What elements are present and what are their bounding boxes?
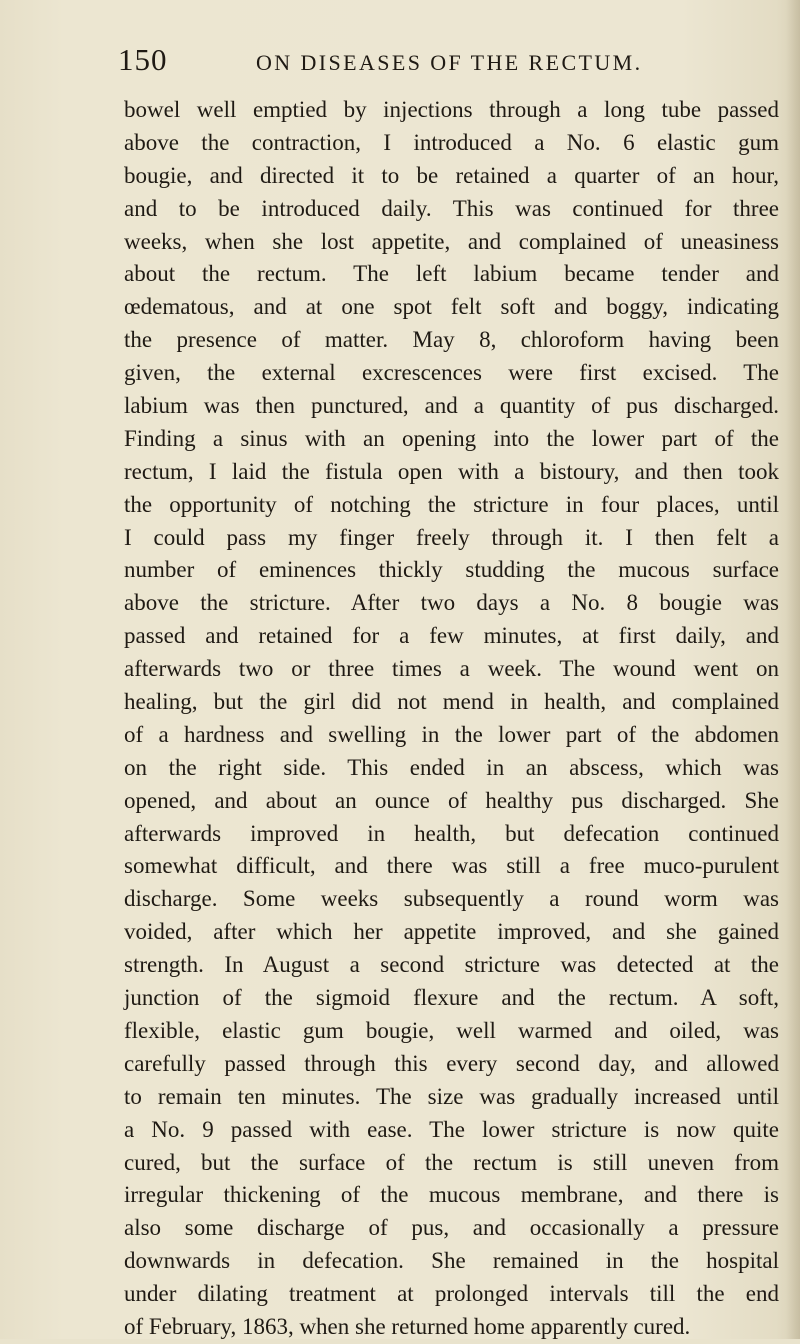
text-line: I could pass my finger freely through it. I then felt a (124, 524, 779, 550)
text-line: discharge. Some weeks subsequently a round worm was (124, 886, 779, 912)
text-line: afterwards improved in health, but defecation continued (124, 820, 779, 846)
text-line: number of eminences thickly studding the mucous surface (124, 557, 779, 583)
text-line: afterwards two or three times a week. The wound went on (124, 656, 779, 682)
text-line: rectum, I laid the fistula open with a bistoury, and then took (124, 458, 779, 484)
text-line: weeks, when she lost appetite, and complained of uneasiness (124, 228, 779, 254)
text-line: given, the external excrescences were first excised. The (124, 360, 779, 386)
running-head: ON DISEASES OF THE RECTUM. (256, 50, 643, 75)
text-line: carefully passed through this every second day, and allowed (124, 1050, 779, 1076)
text-line: about the rectum. The left labium became tender and (124, 261, 779, 287)
text-line: on the right side. This ended in an abscess, which was (124, 754, 779, 780)
text-line: cured, but the surface of the rectum is still uneven from (124, 1149, 779, 1175)
body-text (124, 94, 779, 1344)
text-line: above the stricture. After two days a No. 8 bougie was (124, 590, 779, 616)
text-line: œdematous, and at one spot felt soft and boggy, indicating (124, 294, 779, 320)
text-line: downwards in defecation. She remained in the hospital (124, 1248, 779, 1274)
text-line: the opportunity of notching the stricture in four places, until (124, 491, 779, 517)
text-line: above the contraction, I introduced a No. 6 elastic gum (124, 129, 779, 155)
text-line: to remain ten minutes. The size was gradually increased until (124, 1083, 779, 1109)
text-line: passed and retained for a few minutes, at first daily, and (124, 623, 779, 649)
page-header (0, 40, 800, 80)
text-line: also some discharge of pus, and occasionally a pressure (124, 1215, 779, 1241)
text-line: healing, but the girl did not mend in health, and complained (124, 689, 779, 715)
page-number: 150 (118, 42, 168, 77)
text-line: strength. In August a second stricture was detected at the (124, 952, 779, 978)
text-line: under dilating treatment at prolonged intervals till the end (124, 1281, 779, 1307)
text-line: junction of the sigmoid flexure and the rectum. A soft, (124, 985, 779, 1011)
text-line: bougie, and directed it to be retained a quarter of an hour, (124, 162, 779, 188)
text-line: the presence of matter. May 8, chloroform having been (124, 327, 779, 353)
text-line: opened, and about an ounce of healthy pus discharged. She (124, 787, 779, 813)
text-line: a No. 9 passed with ease. The lower stricture is now quite (124, 1116, 779, 1142)
text-line: bowel well emptied by injections through a long tube passed (124, 97, 779, 122)
text-line: irregular thickening of the mucous membrane, and there is (124, 1182, 779, 1208)
page-edge-shadow (786, 0, 800, 1339)
text-line: voided, after which her appetite improved, and she gained (124, 919, 779, 945)
text-line: of a hardness and swelling in the lower part of the abdomen (124, 721, 779, 747)
text-line: somewhat difficult, and there was still a free muco-purulent (124, 853, 779, 879)
text-line: Finding a sinus with an opening into the lower part of the (124, 425, 779, 451)
text-line: flexible, elastic gum bougie, well warmed and oiled, was (124, 1017, 779, 1043)
text-line: labium was then punctured, and a quantity of pus discharged. (124, 393, 779, 419)
text-line: of February, 1863, when she returned home apparently cured. (124, 1313, 691, 1339)
text-line: and to be introduced daily. This was continued for three (124, 195, 779, 221)
